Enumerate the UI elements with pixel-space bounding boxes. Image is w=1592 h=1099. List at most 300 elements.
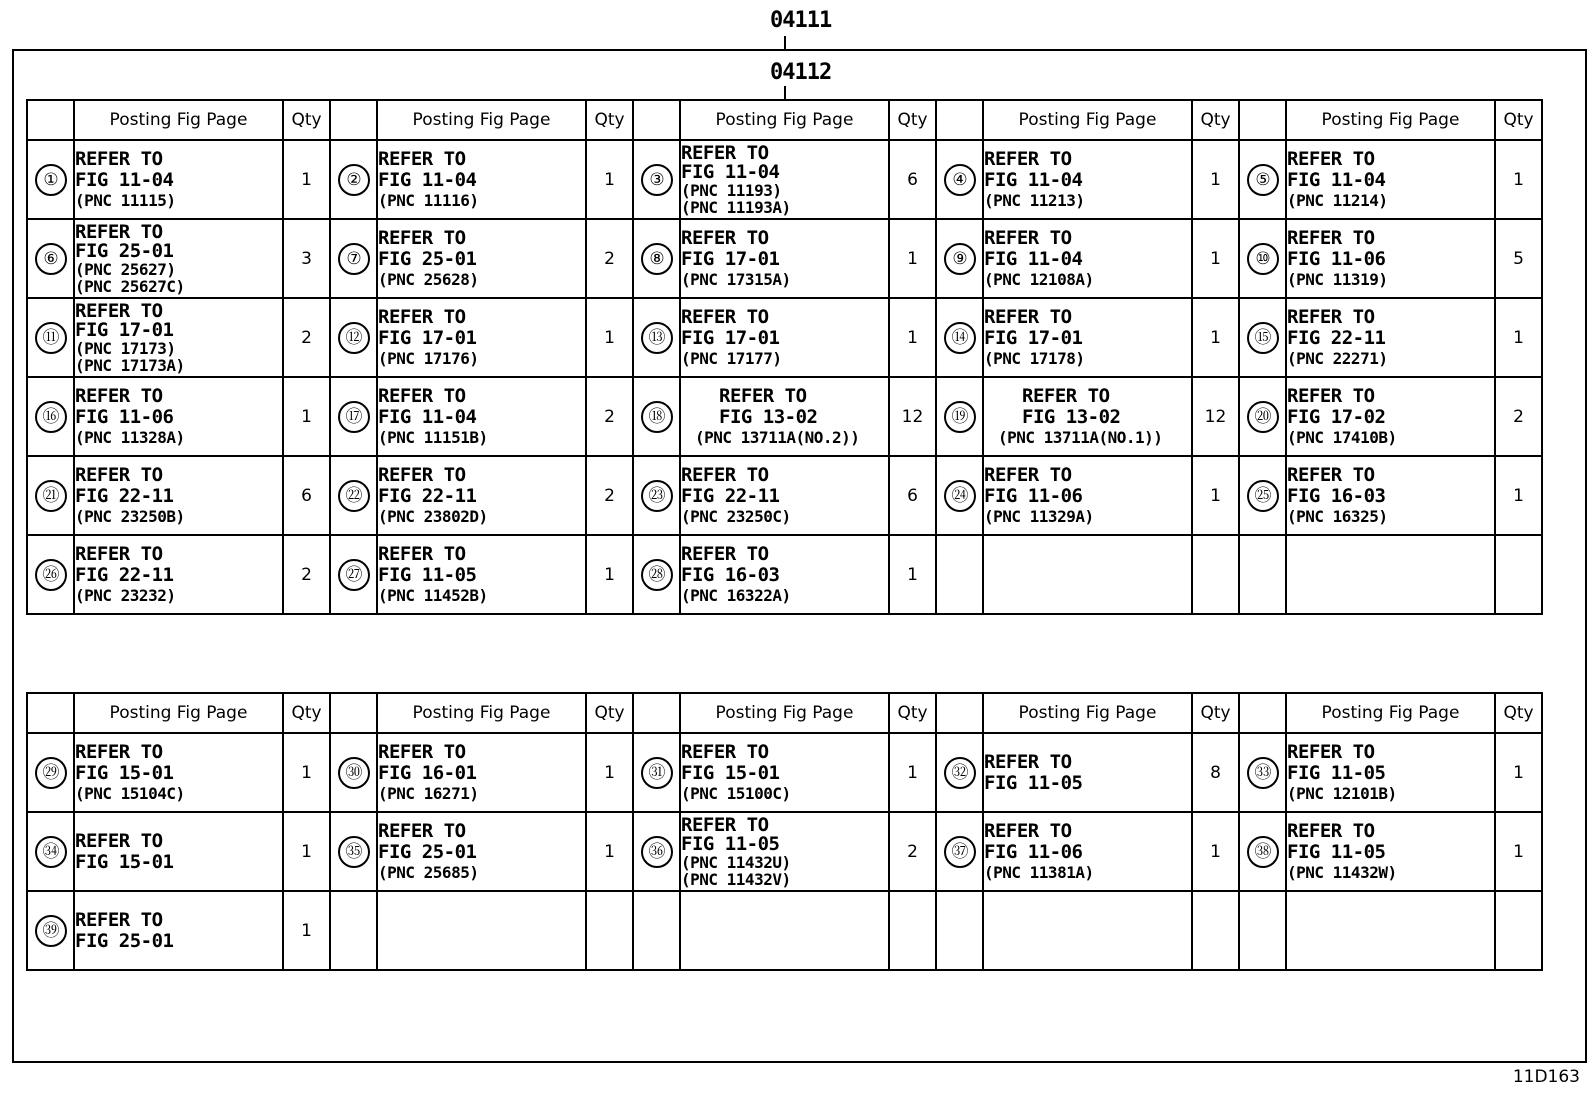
refer-to-text: REFER TO bbox=[1287, 464, 1375, 486]
header-num-cell bbox=[1239, 100, 1286, 140]
parts-table-upper bbox=[26, 99, 1543, 615]
item-number-cell bbox=[633, 298, 680, 377]
posting-cell bbox=[74, 733, 283, 812]
figure-ref-text: FIG 25-01 bbox=[378, 248, 477, 270]
item-number-callout: ㉞ bbox=[35, 836, 67, 868]
qty-cell: 2 bbox=[1495, 377, 1542, 456]
item-number-cell bbox=[936, 733, 983, 812]
refer-to-text: REFER TO bbox=[378, 306, 466, 328]
posting-cell bbox=[680, 891, 889, 970]
header-num-cell bbox=[330, 693, 377, 733]
posting-cell bbox=[680, 298, 889, 377]
header-posting: Posting Fig Page bbox=[74, 693, 283, 733]
header-posting: Posting Fig Page bbox=[983, 693, 1192, 733]
header-num-cell bbox=[330, 100, 377, 140]
item-number-cell bbox=[633, 456, 680, 535]
item-number-callout: ⑰ bbox=[338, 401, 370, 433]
figure-ref-text: FIG 11-04 bbox=[1287, 169, 1386, 191]
item-number-callout: ⑲ bbox=[944, 401, 976, 433]
item-number-callout: ⑩ bbox=[1247, 243, 1279, 275]
posting-cell bbox=[1286, 377, 1495, 456]
item-number-cell bbox=[27, 219, 74, 298]
item-number-cell bbox=[1239, 377, 1286, 456]
figure-ref-text: FIG 17-01 bbox=[984, 327, 1083, 349]
figure-ref-text: FIG 25-01 bbox=[75, 929, 174, 952]
qty-cell: 1 bbox=[889, 298, 936, 377]
posting-cell bbox=[680, 219, 889, 298]
qty-cell: 8 bbox=[1192, 733, 1239, 812]
qty-cell: 12 bbox=[889, 377, 936, 456]
posting-cell bbox=[377, 733, 586, 812]
assembly-number: 04111 bbox=[770, 8, 832, 33]
table-row bbox=[27, 298, 1542, 377]
qty-cell: 1 bbox=[586, 733, 633, 812]
pnc-text: (PNC 17173) bbox=[75, 338, 176, 358]
qty-cell: 1 bbox=[1495, 140, 1542, 219]
qty-cell bbox=[1192, 891, 1239, 970]
pnc-text: (PNC 11214) bbox=[1287, 191, 1388, 210]
table-row bbox=[27, 535, 1542, 614]
pnc-text: (PNC 16271) bbox=[378, 784, 479, 803]
qty-cell: 1 bbox=[1192, 298, 1239, 377]
posting-cell bbox=[983, 733, 1192, 812]
qty-cell: 6 bbox=[889, 140, 936, 219]
table-row bbox=[27, 733, 1542, 812]
item-number-cell bbox=[633, 733, 680, 812]
refer-to-text: REFER TO bbox=[681, 813, 769, 836]
item-number-callout: ⑧ bbox=[641, 243, 673, 275]
posting-cell bbox=[377, 456, 586, 535]
pnc-text: (PNC 16322A) bbox=[681, 586, 791, 605]
refer-to-text: REFER TO bbox=[75, 299, 163, 322]
item-number-callout: ㉔ bbox=[944, 480, 976, 512]
refer-to-text: REFER TO bbox=[75, 220, 163, 243]
header-posting: Posting Fig Page bbox=[983, 100, 1192, 140]
item-number-cell bbox=[330, 891, 377, 970]
pnc-text: (PNC 23250C) bbox=[681, 507, 791, 526]
item-number-cell bbox=[633, 219, 680, 298]
refer-to-text: REFER TO bbox=[1287, 741, 1375, 763]
pnc-text: (PNC 11151B) bbox=[378, 428, 488, 447]
qty-cell: 1 bbox=[1495, 733, 1542, 812]
item-number-cell bbox=[330, 219, 377, 298]
header-posting: Posting Fig Page bbox=[680, 100, 889, 140]
item-number-cell bbox=[330, 535, 377, 614]
pnc-text: (PNC 11328A) bbox=[75, 428, 185, 447]
pnc-text: (PNC 25685) bbox=[378, 863, 479, 882]
parts-table-lower bbox=[26, 692, 1543, 971]
header-qty: Qty bbox=[1192, 100, 1239, 140]
item-number-cell bbox=[633, 891, 680, 970]
posting-cell bbox=[680, 535, 889, 614]
qty-cell: 1 bbox=[283, 140, 330, 219]
figure-ref-text: FIG 11-06 bbox=[984, 485, 1083, 507]
figure-ref-text: FIG 17-01 bbox=[681, 248, 780, 270]
qty-cell bbox=[1495, 535, 1542, 614]
table-row bbox=[27, 456, 1542, 535]
pnc-text: (PNC 23232) bbox=[75, 586, 176, 605]
posting-cell bbox=[680, 456, 889, 535]
refer-to-text: REFER TO bbox=[984, 750, 1072, 773]
item-number-callout: ㉕ bbox=[1247, 480, 1279, 512]
qty-cell: 1 bbox=[1192, 140, 1239, 219]
figure-ref-text: FIG 17-02 bbox=[1287, 406, 1386, 428]
header-num-cell bbox=[633, 100, 680, 140]
qty-cell: 2 bbox=[586, 219, 633, 298]
table-row bbox=[27, 891, 1542, 970]
posting-cell bbox=[1286, 456, 1495, 535]
item-number-cell bbox=[1239, 456, 1286, 535]
item-number-callout: ㉝ bbox=[1247, 757, 1279, 789]
qty-cell: 1 bbox=[889, 535, 936, 614]
posting-cell bbox=[983, 812, 1192, 891]
qty-cell bbox=[889, 891, 936, 970]
pnc-text: (PNC 17178) bbox=[984, 349, 1085, 368]
figure-ref-text: FIG 11-04 bbox=[984, 248, 1083, 270]
refer-to-text: REFER TO bbox=[378, 227, 466, 249]
pnc-text: (PNC 11432W) bbox=[1287, 863, 1397, 882]
item-number-callout: ㉚ bbox=[338, 757, 370, 789]
item-number-cell bbox=[27, 535, 74, 614]
qty-cell: 2 bbox=[283, 535, 330, 614]
figure-ref-text: FIG 15-01 bbox=[75, 762, 174, 784]
posting-cell bbox=[74, 377, 283, 456]
refer-to-text: REFER TO bbox=[681, 543, 769, 565]
refer-to-text: REFER TO bbox=[378, 385, 466, 407]
pnc-text: (PNC 11329A) bbox=[984, 507, 1094, 526]
qty-cell: 1 bbox=[283, 377, 330, 456]
item-number-cell bbox=[330, 733, 377, 812]
refer-to-text: REFER TO bbox=[1287, 820, 1375, 842]
figure-ref-text: FIG 11-06 bbox=[75, 406, 174, 428]
posting-cell bbox=[983, 891, 1192, 970]
refer-to-text: REFER TO bbox=[378, 820, 466, 842]
header-qty: Qty bbox=[283, 693, 330, 733]
header-row bbox=[27, 100, 1542, 140]
qty-cell: 1 bbox=[1495, 456, 1542, 535]
refer-to-text: REFER TO bbox=[984, 820, 1072, 842]
item-number-cell bbox=[936, 456, 983, 535]
pnc-text: (PNC 11115) bbox=[75, 191, 176, 210]
qty-cell: 1 bbox=[1495, 812, 1542, 891]
figure-ref-text: FIG 11-05 bbox=[1287, 841, 1386, 863]
header-qty: Qty bbox=[1192, 693, 1239, 733]
figure-ref-text: FIG 11-04 bbox=[75, 169, 174, 191]
posting-cell bbox=[1286, 140, 1495, 219]
item-number-cell bbox=[330, 298, 377, 377]
qty-cell: 2 bbox=[586, 377, 633, 456]
posting-cell bbox=[74, 812, 283, 891]
posting-cell bbox=[74, 140, 283, 219]
item-number-cell bbox=[1239, 535, 1286, 614]
refer-to-text: REFER TO bbox=[378, 741, 466, 763]
posting-cell bbox=[983, 140, 1192, 219]
figure-ref-text: FIG 11-04 bbox=[681, 160, 780, 183]
item-number-callout: ② bbox=[338, 164, 370, 196]
qty-cell: 12 bbox=[1192, 377, 1239, 456]
qty-cell: 6 bbox=[889, 456, 936, 535]
item-number-cell bbox=[330, 812, 377, 891]
posting-cell bbox=[983, 377, 1192, 456]
pnc-text: (PNC 23802D) bbox=[378, 507, 488, 526]
pnc-text: (PNC 25628) bbox=[378, 270, 479, 289]
refer-to-text: REFER TO bbox=[984, 306, 1072, 328]
header-posting: Posting Fig Page bbox=[377, 100, 586, 140]
header-row bbox=[27, 693, 1542, 733]
header-num-cell bbox=[27, 100, 74, 140]
pnc-text: (PNC 15100C) bbox=[681, 784, 791, 803]
item-number-cell bbox=[936, 891, 983, 970]
item-number-callout: ⑬ bbox=[641, 322, 673, 354]
header-posting: Posting Fig Page bbox=[74, 100, 283, 140]
figure-ref-text: FIG 11-06 bbox=[984, 841, 1083, 863]
table-row bbox=[27, 812, 1542, 891]
qty-cell: 1 bbox=[1495, 298, 1542, 377]
figure-ref-text: FIG 16-01 bbox=[378, 762, 477, 784]
qty-cell: 1 bbox=[283, 733, 330, 812]
refer-to-text: REFER TO bbox=[681, 464, 769, 486]
item-number-callout: ㉒ bbox=[338, 480, 370, 512]
qty-cell: 1 bbox=[586, 298, 633, 377]
item-number-callout: ⑪ bbox=[35, 322, 67, 354]
item-number-callout: ㉜ bbox=[944, 757, 976, 789]
posting-cell bbox=[74, 535, 283, 614]
item-number-callout: ⑳ bbox=[1247, 401, 1279, 433]
figure-ref-text: FIG 13-02 bbox=[719, 406, 818, 428]
figure-ref-text: FIG 11-04 bbox=[984, 169, 1083, 191]
posting-cell bbox=[377, 377, 586, 456]
figure-ref-text: FIG 11-05 bbox=[984, 771, 1083, 794]
posting-cell bbox=[680, 812, 889, 891]
qty-cell: 1 bbox=[1192, 219, 1239, 298]
pnc-text: (PNC 25627C) bbox=[75, 276, 185, 296]
qty-cell: 1 bbox=[283, 812, 330, 891]
item-number-callout: ㉑ bbox=[35, 480, 67, 512]
item-number-callout: ⑱ bbox=[641, 401, 673, 433]
posting-cell bbox=[1286, 891, 1495, 970]
posting-cell bbox=[1286, 298, 1495, 377]
item-number-callout: ⑤ bbox=[1247, 164, 1279, 196]
item-number-callout: ⑦ bbox=[338, 243, 370, 275]
item-number-cell bbox=[936, 140, 983, 219]
item-number-cell bbox=[27, 456, 74, 535]
figure-ref-text: FIG 11-05 bbox=[1287, 762, 1386, 784]
pnc-text: (PNC 11213) bbox=[984, 191, 1085, 210]
refer-to-text: REFER TO bbox=[681, 306, 769, 328]
item-number-cell bbox=[633, 140, 680, 219]
header-num-cell bbox=[936, 100, 983, 140]
pnc-text: (PNC 17173A) bbox=[75, 355, 185, 375]
refer-to-text: REFER TO bbox=[681, 141, 769, 164]
pnc-text: (PNC 17410B) bbox=[1287, 428, 1397, 447]
refer-to-text: REFER TO bbox=[378, 543, 466, 565]
qty-cell: 1 bbox=[283, 891, 330, 970]
header-num-cell bbox=[27, 693, 74, 733]
item-number-callout: ㉗ bbox=[338, 559, 370, 591]
item-number-cell bbox=[1239, 891, 1286, 970]
table-row bbox=[27, 377, 1542, 456]
header-qty: Qty bbox=[586, 100, 633, 140]
item-number-cell bbox=[27, 891, 74, 970]
item-number-callout: ㊳ bbox=[1247, 836, 1279, 868]
posting-cell bbox=[377, 298, 586, 377]
qty-cell: 6 bbox=[283, 456, 330, 535]
figure-reference-code: 11D163 bbox=[1512, 1067, 1580, 1087]
posting-cell bbox=[983, 456, 1192, 535]
figure-ref-text: FIG 11-06 bbox=[1287, 248, 1386, 270]
figure-ref-text: FIG 22-11 bbox=[378, 485, 477, 507]
qty-cell: 5 bbox=[1495, 219, 1542, 298]
figure-ref-text: FIG 17-01 bbox=[681, 327, 780, 349]
header-num-cell bbox=[633, 693, 680, 733]
item-number-callout: ㉟ bbox=[338, 836, 370, 868]
item-number-cell bbox=[1239, 812, 1286, 891]
pnc-text: (PNC 16325) bbox=[1287, 507, 1388, 526]
item-number-cell bbox=[633, 535, 680, 614]
header-qty: Qty bbox=[1495, 693, 1542, 733]
posting-cell bbox=[680, 377, 889, 456]
qty-cell bbox=[1192, 535, 1239, 614]
item-number-cell bbox=[27, 298, 74, 377]
pnc-text: (PNC 12108A) bbox=[984, 270, 1094, 289]
figure-ref-text: FIG 16-03 bbox=[681, 564, 780, 586]
posting-cell bbox=[377, 219, 586, 298]
figure-ref-text: FIG 11-05 bbox=[681, 832, 780, 855]
refer-to-text: REFER TO bbox=[1287, 385, 1375, 407]
header-qty: Qty bbox=[889, 693, 936, 733]
item-number-cell bbox=[633, 812, 680, 891]
pnc-text: (PNC 11193A) bbox=[681, 197, 791, 217]
item-number-callout: ㉘ bbox=[641, 559, 673, 591]
figure-ref-text: FIG 25-01 bbox=[378, 841, 477, 863]
item-number-callout: ⑯ bbox=[35, 401, 67, 433]
posting-cell bbox=[1286, 733, 1495, 812]
qty-cell bbox=[1495, 891, 1542, 970]
sub-assembly-number: 04112 bbox=[770, 60, 832, 85]
item-number-callout: ㊱ bbox=[641, 836, 673, 868]
pnc-text: (PNC 13711A(NO.1)) bbox=[998, 428, 1163, 447]
posting-cell bbox=[983, 535, 1192, 614]
qty-cell: 1 bbox=[586, 535, 633, 614]
pnc-text: (PNC 17177) bbox=[681, 349, 782, 368]
item-number-cell bbox=[1239, 140, 1286, 219]
qty-cell: 2 bbox=[283, 298, 330, 377]
item-number-callout: ㉖ bbox=[35, 559, 67, 591]
pnc-text: (PNC 11193) bbox=[681, 180, 782, 200]
posting-cell bbox=[74, 456, 283, 535]
qty-cell: 1 bbox=[586, 140, 633, 219]
item-number-cell bbox=[27, 733, 74, 812]
refer-to-text: REFER TO bbox=[75, 908, 163, 931]
item-number-cell bbox=[633, 377, 680, 456]
qty-cell: 1 bbox=[1192, 812, 1239, 891]
refer-to-text: REFER TO bbox=[1287, 227, 1375, 249]
pnc-text: (PNC 17176) bbox=[378, 349, 479, 368]
item-number-callout: ㊲ bbox=[944, 836, 976, 868]
item-number-callout: ㉓ bbox=[641, 480, 673, 512]
item-number-callout: ③ bbox=[641, 164, 673, 196]
header-qty: Qty bbox=[889, 100, 936, 140]
item-number-cell bbox=[936, 219, 983, 298]
item-number-cell bbox=[1239, 733, 1286, 812]
refer-to-text: REFER TO bbox=[75, 543, 163, 565]
header-qty: Qty bbox=[283, 100, 330, 140]
posting-cell bbox=[1286, 535, 1495, 614]
figure-ref-text: FIG 11-04 bbox=[378, 169, 477, 191]
pnc-text: (PNC 22271) bbox=[1287, 349, 1388, 368]
pnc-text: (PNC 11319) bbox=[1287, 270, 1388, 289]
pnc-text: (PNC 11452B) bbox=[378, 586, 488, 605]
connector-line bbox=[784, 36, 786, 49]
qty-cell: 3 bbox=[283, 219, 330, 298]
item-number-cell bbox=[936, 812, 983, 891]
posting-cell bbox=[74, 891, 283, 970]
item-number-cell bbox=[936, 377, 983, 456]
refer-to-text: REFER TO bbox=[378, 464, 466, 486]
figure-ref-text: FIG 22-11 bbox=[75, 485, 174, 507]
item-number-callout: ㉙ bbox=[35, 757, 67, 789]
item-number-cell bbox=[936, 535, 983, 614]
item-number-cell bbox=[1239, 298, 1286, 377]
refer-to-text: REFER TO bbox=[984, 148, 1072, 170]
posting-cell bbox=[983, 298, 1192, 377]
item-number-callout: ① bbox=[35, 164, 67, 196]
item-number-cell bbox=[936, 298, 983, 377]
qty-cell: 2 bbox=[889, 812, 936, 891]
refer-to-text: REFER TO bbox=[984, 464, 1072, 486]
posting-cell bbox=[680, 733, 889, 812]
refer-to-text: REFER TO bbox=[1287, 306, 1375, 328]
refer-to-text: REFER TO bbox=[75, 741, 163, 763]
item-number-cell bbox=[330, 140, 377, 219]
refer-to-text: REFER TO bbox=[681, 227, 769, 249]
pnc-text: (PNC 17315A) bbox=[681, 270, 791, 289]
figure-ref-text: FIG 22-11 bbox=[75, 564, 174, 586]
posting-cell bbox=[377, 812, 586, 891]
refer-to-text: REFER TO bbox=[719, 385, 807, 407]
refer-to-text: REFER TO bbox=[378, 148, 466, 170]
posting-cell bbox=[680, 140, 889, 219]
figure-ref-text: FIG 15-01 bbox=[681, 762, 780, 784]
figure-ref-text: FIG 25-01 bbox=[75, 239, 174, 262]
item-number-callout: ④ bbox=[944, 164, 976, 196]
figure-ref-text: FIG 13-02 bbox=[1022, 406, 1121, 428]
header-posting: Posting Fig Page bbox=[1286, 100, 1495, 140]
posting-cell bbox=[377, 535, 586, 614]
item-number-callout: ⑮ bbox=[1247, 322, 1279, 354]
refer-to-text: REFER TO bbox=[75, 829, 163, 852]
header-posting: Posting Fig Page bbox=[680, 693, 889, 733]
refer-to-text: REFER TO bbox=[1287, 148, 1375, 170]
header-qty: Qty bbox=[1495, 100, 1542, 140]
refer-to-text: REFER TO bbox=[75, 148, 163, 170]
posting-cell bbox=[1286, 219, 1495, 298]
posting-cell bbox=[377, 891, 586, 970]
qty-cell: 2 bbox=[586, 456, 633, 535]
figure-ref-text: FIG 22-11 bbox=[1287, 327, 1386, 349]
pnc-text: (PNC 25627) bbox=[75, 259, 176, 279]
pnc-text: (PNC 13711A(NO.2)) bbox=[695, 428, 860, 447]
refer-to-text: REFER TO bbox=[75, 385, 163, 407]
item-number-callout: ㊴ bbox=[35, 915, 67, 947]
qty-cell: 1 bbox=[889, 733, 936, 812]
item-number-callout: ⑭ bbox=[944, 322, 976, 354]
qty-cell: 1 bbox=[586, 812, 633, 891]
pnc-text: (PNC 12101B) bbox=[1287, 784, 1397, 803]
refer-to-text: REFER TO bbox=[1022, 385, 1110, 407]
figure-ref-text: FIG 22-11 bbox=[681, 485, 780, 507]
header-num-cell bbox=[936, 693, 983, 733]
